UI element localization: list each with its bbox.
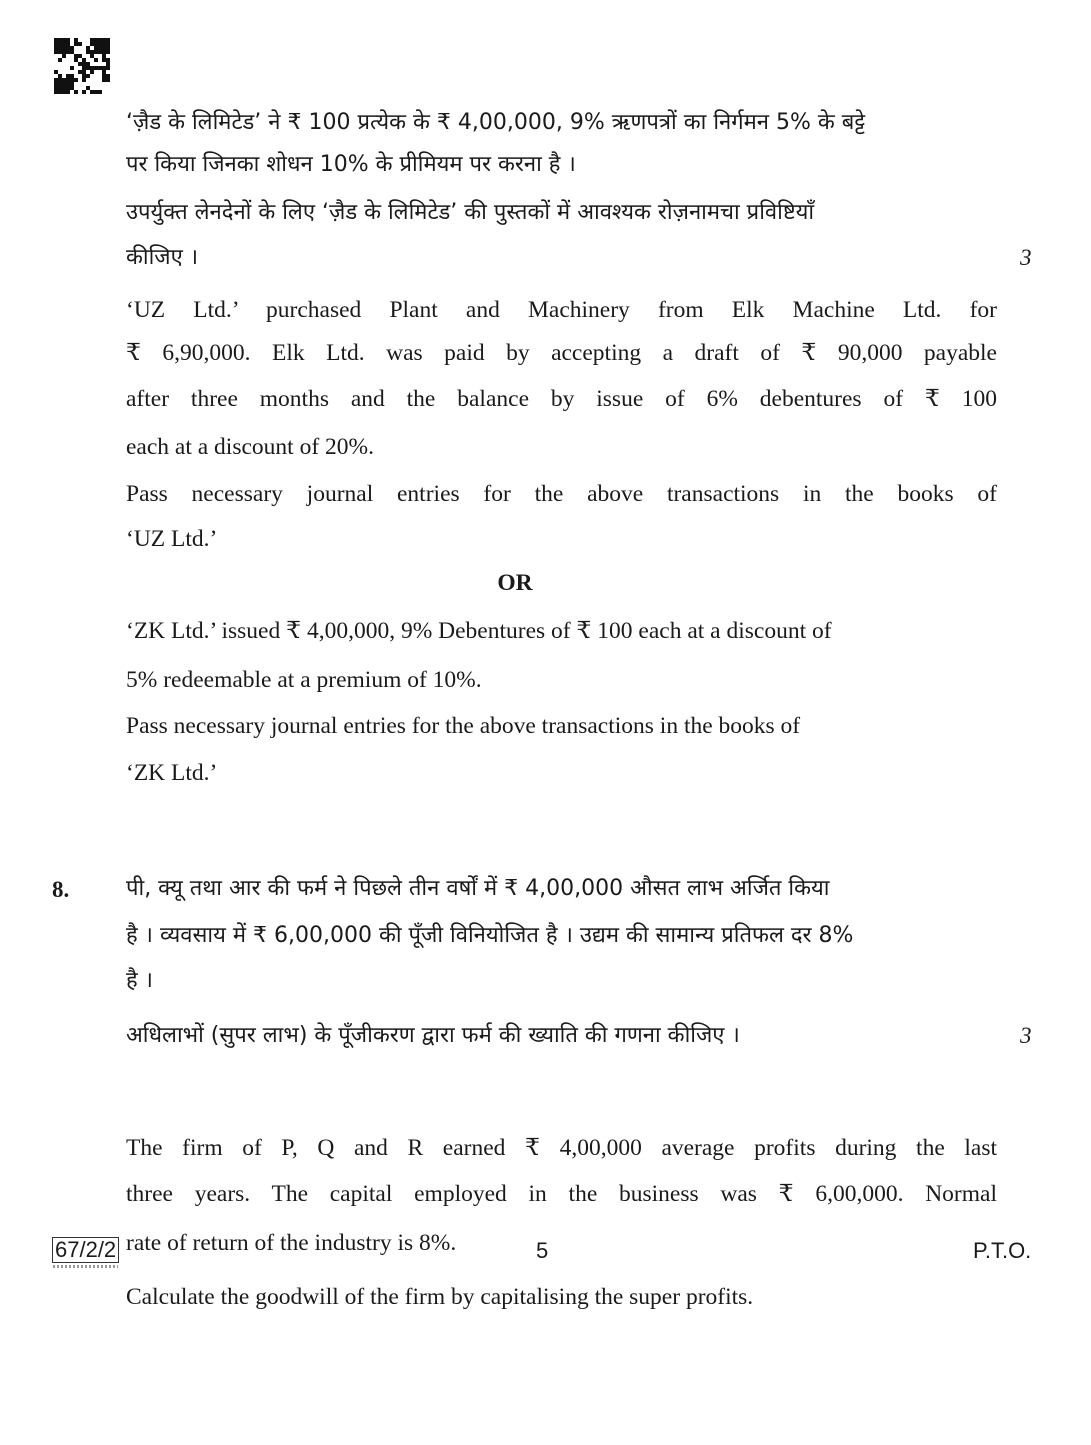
q7-hindi-line-3: उपर्युक्त लेनदेनों के लिए ‘ज़ैड के लिमिटेड’ की पुस्तकों में आवश्यक रोज़नामचा प्रविष्टियाँ xyxy=(126,200,815,225)
paper-code: 67/2/2 xyxy=(52,1237,119,1263)
pto-label: P.T.O. xyxy=(973,1238,1032,1263)
q8-hindi-line-3: है । xyxy=(126,968,154,993)
q8-en-line-3: rate of return of the industry is 8%. xyxy=(126,1230,457,1256)
q8-hindi-line-2: है । व्यवसाय में ₹ 6,00,000 की पूँजी विनियोजित है । उद्यम की सामान्य प्रतिफल दर 8% xyxy=(126,923,854,948)
q7-marks: 3 xyxy=(1020,245,1032,270)
q7-en-p4-line-1: Pass necessary journal entries for the above transactions in the books of xyxy=(126,713,801,739)
or-separator: OR xyxy=(497,570,533,596)
q8-en-line-2: three years. The capital employed in the business was ₹ 6,00,000. Normal xyxy=(126,1181,997,1207)
q7-en-p4-line-2: ‘ZK Ltd.’ xyxy=(126,760,218,786)
q7-en-p1-line-1: ‘UZ Ltd.’ purchased Plant and Machinery from Elk Machine Ltd. for xyxy=(126,297,997,323)
q7-hindi-line-4: कीजिए । xyxy=(126,245,199,270)
q7-en-p1-line-2: ₹ 6,90,000. Elk Ltd. was paid by accepting a draft of ₹ 90,000 payable xyxy=(126,340,997,366)
q7-en-p2-line-2: ‘UZ Ltd.’ xyxy=(126,526,218,552)
q7-en-p2-line-1: Pass necessary journal entries for the above transactions in the books of xyxy=(126,481,997,507)
q7-en-p1-line-4: each at a discount of 20%. xyxy=(126,434,374,460)
q7-en-p3-line-1: ‘ZK Ltd.’ issued ₹ 4,00,000, 9% Debentures of ₹ 100 each at a discount of xyxy=(126,618,832,644)
q7-hindi-line-2: पर किया जिनका शोधन 10% के प्रीमियम पर करना है । xyxy=(126,152,576,177)
q7-en-p3-line-2: 5% redeemable at a premium of 10%. xyxy=(126,667,482,693)
q8-hindi-line-1: पी, क्यू तथा आर की फर्म ने पिछले तीन वर्षों में ₹ 4,00,000 औसत लाभ अर्जित किया xyxy=(126,876,830,901)
q8-en-line-1: The firm of P, Q and R earned ₹ 4,00,000 average profits during the last xyxy=(126,1135,997,1161)
q8-en-line-4: Calculate the goodwill of the firm by capitalising the super profits. xyxy=(126,1284,754,1310)
qr-code xyxy=(54,38,110,92)
q8-hindi-line-4: अधिलाभों (सुपर लाभ) के पूँजीकरण द्वारा फर्म की ख्याति की गणना कीजिए । xyxy=(126,1023,740,1048)
q8-number: 8. xyxy=(52,877,70,902)
page-number: 5 xyxy=(536,1238,549,1263)
q8-marks: 3 xyxy=(1020,1023,1032,1048)
q7-en-p1-line-3: after three months and the balance by issue of 6% debentures of ₹ 100 xyxy=(126,386,997,412)
q7-hindi-line-1: ‘ज़ैड के लिमिटेड’ ने ₹ 100 प्रत्येक के ₹ 4,00,000, 9% ऋणपत्रों का निर्गमन 5% के बट्टे xyxy=(126,110,866,135)
